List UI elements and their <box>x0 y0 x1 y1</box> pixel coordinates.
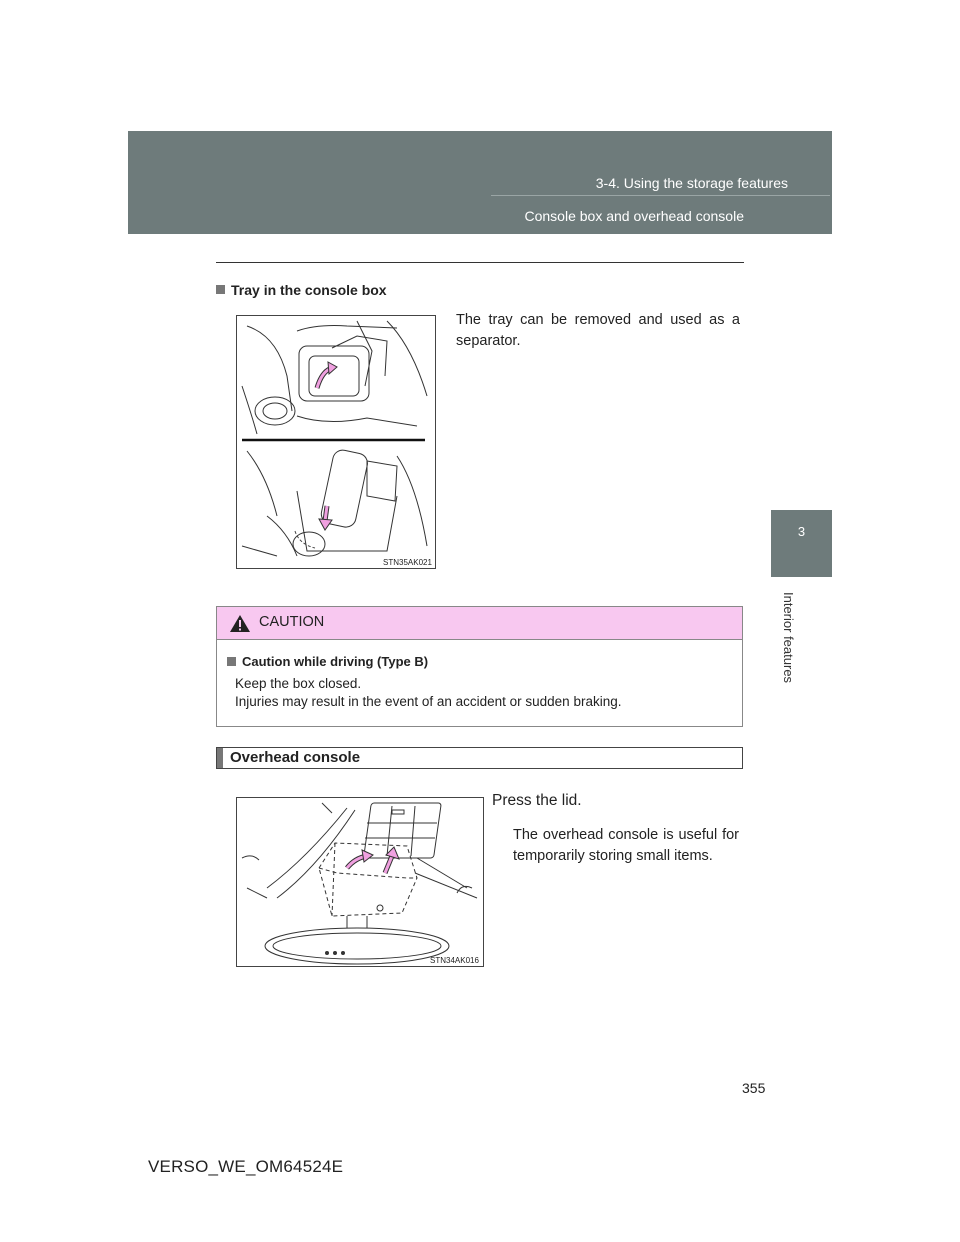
tray-heading <box>216 282 387 298</box>
caution-line-2: Injuries may result in the event of an accident or sudden braking. <box>235 694 622 709</box>
bullet-square-icon <box>227 657 236 666</box>
caution-box <box>216 606 743 727</box>
header-divider <box>491 195 830 196</box>
header-section-title: 3-4. Using the storage features <box>595 175 788 191</box>
caution-header <box>217 607 742 640</box>
tray-description: The tray can be removed and used as a separator. <box>456 312 740 349</box>
page-number: 355 <box>742 1080 766 1096</box>
chapter-number: 3 <box>797 524 806 539</box>
instruction-text: Press the lid. <box>492 792 582 809</box>
figure-code: STN35AK021 <box>383 558 432 567</box>
document-code: VERSO_WE_OM64524E <box>148 1157 344 1176</box>
figure-code: STN34AK016 <box>430 956 479 965</box>
section-heading-box <box>216 747 743 769</box>
top-rule <box>216 262 744 263</box>
section-heading-bar <box>217 748 223 768</box>
caution-subheading-text: Caution while driving (Type B) <box>242 654 429 669</box>
overhead-description: The overhead console is useful for temporarily storing small items. <box>513 827 739 864</box>
console-tray-illustration <box>236 315 436 569</box>
overhead-console-drawing <box>237 798 483 966</box>
page-header <box>128 131 832 234</box>
chapter-tab[interactable] <box>771 510 832 577</box>
caution-subheading <box>227 654 428 669</box>
section-heading: Overhead console <box>230 749 361 766</box>
console-tray-drawing <box>237 316 435 568</box>
chapter-label: Interior features <box>781 592 796 684</box>
caution-title: CAUTION <box>259 614 325 630</box>
header-subsection-title: Console box and overhead console <box>524 208 744 224</box>
tray-heading-text: Tray in the console box <box>231 282 387 298</box>
bullet-square-icon <box>216 285 225 294</box>
warning-triangle-icon <box>229 614 251 633</box>
chapter-label-container <box>767 592 837 692</box>
caution-line-1: Keep the box closed. <box>235 676 362 691</box>
overhead-console-illustration <box>236 797 484 967</box>
